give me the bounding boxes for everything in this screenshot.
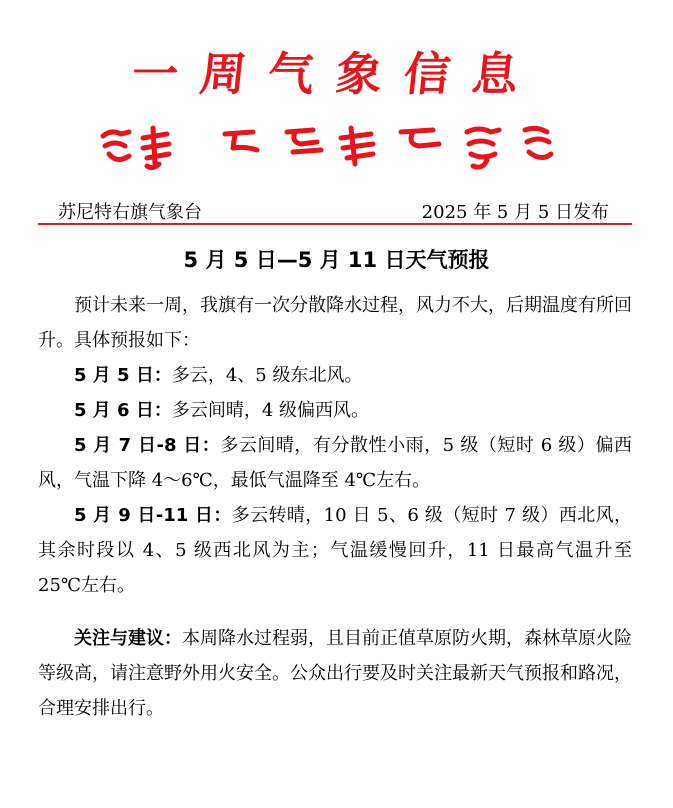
forecast-text: 多云转晴，10 日 5、6 级（短时 7 级）西北风，其余时段以 4、5 级西北风为主；气温缓慢回升，11 日最高气温升至 25℃左右。 bbox=[38, 505, 632, 596]
forecast-date: 5 月 7 日-8 日： bbox=[74, 435, 221, 456]
masthead-title: 一周气象信息 bbox=[129, 47, 544, 101]
station-name: 苏尼特右旗气象台 bbox=[58, 202, 202, 223]
intro-paragraph: 预计未来一周，我旗有一次分散降水过程，风力不大，后期温度有所回升。具体预报如下： bbox=[38, 295, 632, 351]
forecast-text: 多云，4、5 级东北风。 bbox=[171, 365, 363, 386]
forecast-date: 5 月 9 日-11 日： bbox=[74, 505, 232, 526]
advice-text: 本周降水过程弱，且目前正值草原防火期，森林草原火险等级高，请注意野外用火安全。公众出行要及时关注最新天气预报和路况，合理安排出行。 bbox=[38, 628, 632, 719]
advice-paragraph bbox=[38, 621, 632, 726]
issuer-row bbox=[58, 198, 609, 224]
mongolian-script-title-logo bbox=[95, 120, 565, 172]
masthead-divider bbox=[38, 223, 632, 225]
forecast-heading: 5 月 5 日—5 月 11 日天气预报 bbox=[183, 248, 490, 272]
forecast-item bbox=[38, 498, 632, 603]
forecast-item bbox=[38, 428, 632, 498]
forecast-date: 5 月 5 日： bbox=[74, 365, 172, 386]
forecast-text: 多云间晴，4 级偏西风。 bbox=[171, 400, 370, 421]
issue-date: 2025 年 5 月 5 日发布 bbox=[421, 202, 609, 223]
forecast-item bbox=[38, 393, 632, 428]
forecast-item bbox=[38, 358, 632, 393]
advice-label: 关注与建议： bbox=[74, 628, 182, 649]
forecast-body bbox=[38, 288, 632, 726]
forecast-text: 多云间晴，有分散性小雨，5 级（短时 6 级）偏西风，气温下降 4～6℃，最低气温降至 4℃左右。 bbox=[38, 435, 632, 491]
forecast-date: 5 月 6 日： bbox=[74, 400, 172, 421]
